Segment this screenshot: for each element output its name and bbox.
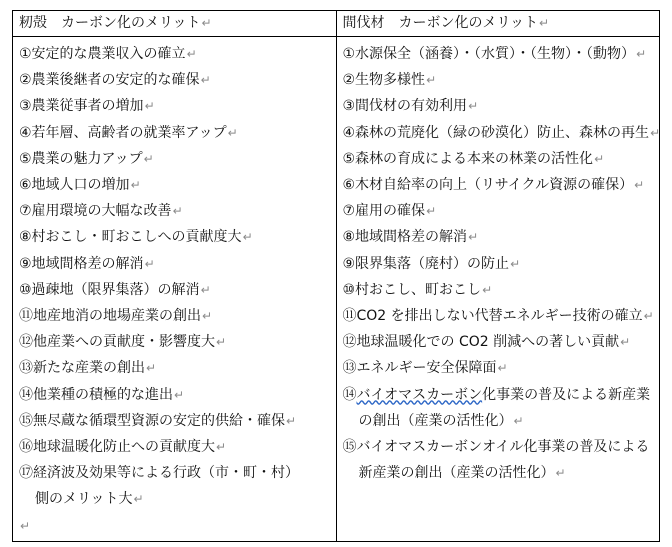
spellcheck-flagged-word: バイオマスカーボン [356, 386, 483, 403]
header-rice-husk: 籾殻 カーボン化のメリット↵ [13, 11, 337, 37]
list-item: ⑮無尽蔵な循環型資源の安定的供給・確保↵ [19, 412, 297, 429]
list-item: ⑩過疎地（限界集落）の解消↵ [19, 281, 211, 298]
list-item: ⑰経済波及効果等による行政（市・町・村） [19, 465, 299, 482]
list-item: ②農業後継者の安定的な確保↵ [19, 72, 211, 89]
list-item: ③農業従事者の増加↵ [19, 98, 155, 115]
empty-paragraph: ↵ [20, 518, 31, 533]
list-item: ④森林の荒廃化（緑の砂漠化）防止、森林の再生↵ [342, 124, 661, 141]
list-item: ⑫地球温暖化での CO2 削減への著しい貢献↵ [342, 334, 631, 351]
list-item: ⑪CO2 を排出しない代替エネルギー技術の確立↵ [342, 308, 654, 325]
list-item: ⑨限界集落（廃村）の防止↵ [342, 255, 521, 272]
list-item: ⑮バイオマスカーボンオイル化事業の普及による [342, 439, 650, 456]
list-item: ④若年層、高齢者の就業率アップ↵ [19, 124, 238, 141]
merit-comparison-table-container [12, 10, 660, 537]
list-item: ⑤農業の魅力アップ↵ [19, 150, 154, 167]
header-thinned-wood: 間伐材 カーボン化のメリット↵ [336, 11, 660, 37]
list-item: ⑨地域間格差の解消↵ [19, 255, 155, 272]
list-item: ①水源保全（涵養）・（水質）・（生物）・（動物）↵ [342, 46, 647, 62]
list-item: ②生物多様性↵ [342, 72, 437, 89]
list-item: ③間伐材の有効利用↵ [342, 98, 479, 115]
thinned-wood-merits-cell [336, 37, 660, 542]
list-item: ①安定的な農業収入の確立↵ [19, 46, 197, 62]
paragraph-mark-icon: ↵ [201, 16, 212, 30]
merit-comparison-table [12, 10, 660, 542]
list-item: ⑧地域間格差の解消↵ [342, 229, 479, 246]
list-item: ⑤森林の育成による本来の林業の活性化↵ [342, 150, 605, 167]
list-item: ⑥地域人口の増加↵ [19, 177, 141, 194]
table-header-row [13, 11, 660, 37]
list-item: ⑩村おこし、町おこし↵ [342, 281, 493, 298]
rice-husk-merits-cell [13, 37, 337, 542]
paragraph-mark-icon: ↵ [538, 16, 550, 30]
list-item: ⑫他産業への貢献度・影響度大↵ [19, 334, 227, 351]
table-body-row [13, 37, 660, 542]
list-item: ⑯地球温暖化防止への貢献度大↵ [19, 439, 227, 456]
list-item: ⑭他業種の積極的な進出↵ [19, 386, 185, 403]
list-item-continuation: 新産業の創出（産業の活性化）↵ [358, 465, 566, 482]
list-item: ⑥木材自給率の向上（リサイクル資源の確保）↵ [342, 177, 645, 194]
list-item: ⑭バイオマスカーボン化事業の普及による新産業 [342, 386, 651, 403]
list-item-continuation: 側のメリット大↵ [35, 491, 144, 508]
list-item: ⑧村おこし・町おこしへの貢献度大↵ [19, 229, 253, 246]
list-item: ⑪地産地消の地場産業の創出↵ [19, 308, 213, 325]
list-item: ⑦雇用環境の大幅な改善↵ [19, 203, 183, 220]
list-item: ⑬エネルギー安全保障面↵ [342, 360, 508, 377]
list-item-continuation: の創出（産業の活性化）↵ [358, 412, 524, 429]
list-item: ⑬新たな産業の創出↵ [19, 360, 157, 377]
list-item: ⑦雇用の確保↵ [342, 203, 437, 220]
